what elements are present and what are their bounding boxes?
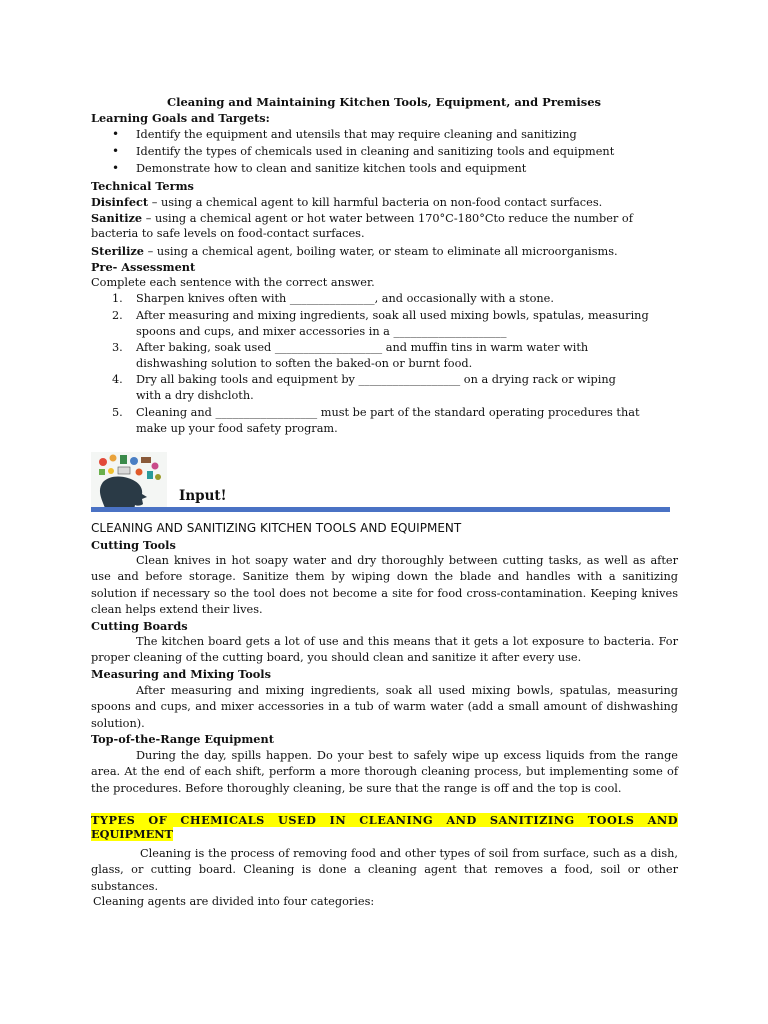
question-item: Cleaning and __________________ must be part of the standard operating procedures that xyxy=(136,406,640,419)
cutting-boards-paragraph: The kitchen board gets a lot of use and this means that it gets a lot exposure to bacteria. For proper cleaning of the cutting board, you should clean and sanitize it after every use. xyxy=(91,635,678,665)
learning-goals-heading: Learning Goals and Targets: xyxy=(91,111,270,125)
categories-intro: Cleaning agents are divided into four categories: xyxy=(93,895,375,908)
question-item: Dry all baking tools and equipment by __________________ on a drying rack or wiping xyxy=(136,373,616,386)
chemicals-heading-line: EQUIPMENT xyxy=(91,827,173,841)
item-number: 3. xyxy=(112,341,123,354)
head-with-kitchen-items-icon xyxy=(91,452,167,510)
bullet-icon: • xyxy=(112,127,120,141)
item-number: 4. xyxy=(112,373,123,386)
chemicals-heading xyxy=(91,813,678,841)
range-equipment-heading: Top-of-the-Range Equipment xyxy=(91,732,274,746)
bullet-icon: • xyxy=(112,144,120,158)
bullet-icon: • xyxy=(112,161,120,175)
range-equipment-paragraph: During the day, spills happen. Do your best to safely wipe up excess liquids from the range area. At the end of each shift, perform a more thorough cleaning process, but implementing some of the procedures. Before thoroughly cleaning, be sure that the range is off and the top is cool. xyxy=(91,749,678,795)
term-label: Sanitize xyxy=(91,211,143,225)
question-item-continued: dishwashing solution to soften the baked-on or burnt food. xyxy=(136,357,473,370)
question-item-continued: spoons and cups, and mixer accessories in a ____________________ xyxy=(136,325,507,338)
term-definition-continued: bacteria to safe levels on food-contact surfaces. xyxy=(91,227,365,240)
measuring-tools-paragraph: After measuring and mixing ingredients, soak all used mixing bowls, spatulas, measuring spoons and cups, and mixer accessories in a tub of warm water (add a small amount of dishwashing solution). xyxy=(91,684,678,730)
term-sterilize xyxy=(91,244,618,258)
cutting-tools-heading: Cutting Tools xyxy=(91,538,176,552)
pre-assessment-heading: Pre- Assessment xyxy=(91,260,196,274)
question-item-continued: make up your food safety program. xyxy=(136,422,338,435)
term-sanitize xyxy=(91,211,633,225)
item-number: 5. xyxy=(112,406,123,419)
learning-goal-item: Identify the equipment and utensils that may require cleaning and sanitizing xyxy=(136,128,577,141)
term-definition: – using a chemical agent or hot water between 170°C-180°Cto reduce the number of xyxy=(142,212,633,225)
section-heading: CLEANING AND SANITIZING KITCHEN TOOLS AND EQUIPMENT xyxy=(91,521,462,535)
term-disinfect xyxy=(91,195,602,209)
pre-assessment-instruction: Complete each sentence with the correct answer. xyxy=(91,276,375,289)
item-number: 1. xyxy=(112,292,123,305)
cutting-tools-paragraph: Clean knives in hot soapy water and dry thoroughly between cutting tasks, as well as after use and before storage. Sanitize them by wiping down the blade and handles with a sanitizing solution if necessary so the tool does not become a site for food cross-contamination. Keeping knives clean helps extend their lives. xyxy=(91,554,678,616)
learning-goal-item: Identify the types of chemicals used in cleaning and sanitizing tools and equipment xyxy=(136,145,615,158)
section-divider xyxy=(91,507,670,512)
learning-goal-item: Demonstrate how to clean and sanitize kitchen tools and equipment xyxy=(136,162,527,175)
chemicals-heading-line: TYPES OF CHEMICALS USED IN CLEANING AND SANITIZING TOOLS AND xyxy=(91,813,678,827)
technical-terms-heading: Technical Terms xyxy=(91,179,194,193)
input-label: Input! xyxy=(179,488,227,504)
term-definition: – using a chemical agent to kill harmful bacteria on non-food contact surfaces. xyxy=(148,196,603,209)
measuring-tools-heading: Measuring and Mixing Tools xyxy=(91,667,271,681)
term-definition: – using a chemical agent, boiling water, or steam to eliminate all microorganisms. xyxy=(144,245,618,258)
question-item: After baking, soak used ___________________ and muffin tins in warm water with xyxy=(136,341,589,354)
question-item: After measuring and mixing ingredients, soak all used mixing bowls, spatulas, measuring xyxy=(136,309,649,322)
cutting-boards-heading: Cutting Boards xyxy=(91,619,188,633)
item-number: 2. xyxy=(112,309,123,322)
question-item-continued: with a dry dishcloth. xyxy=(136,389,254,402)
term-label: Disinfect xyxy=(91,195,149,209)
page-title: Cleaning and Maintaining Kitchen Tools, Equipment, and Premises xyxy=(166,95,602,109)
term-label: Sterilize xyxy=(91,244,144,258)
question-item: Sharpen knives often with _______________, and occasionally with a stone. xyxy=(136,292,554,305)
cleaning-definition-paragraph: Cleaning is the process of removing food and other types of soil from surface, such as a dish, glass, or cutting board. Cleaning is done a cleaning agent that removes a food, soil or other substances. xyxy=(91,847,678,893)
